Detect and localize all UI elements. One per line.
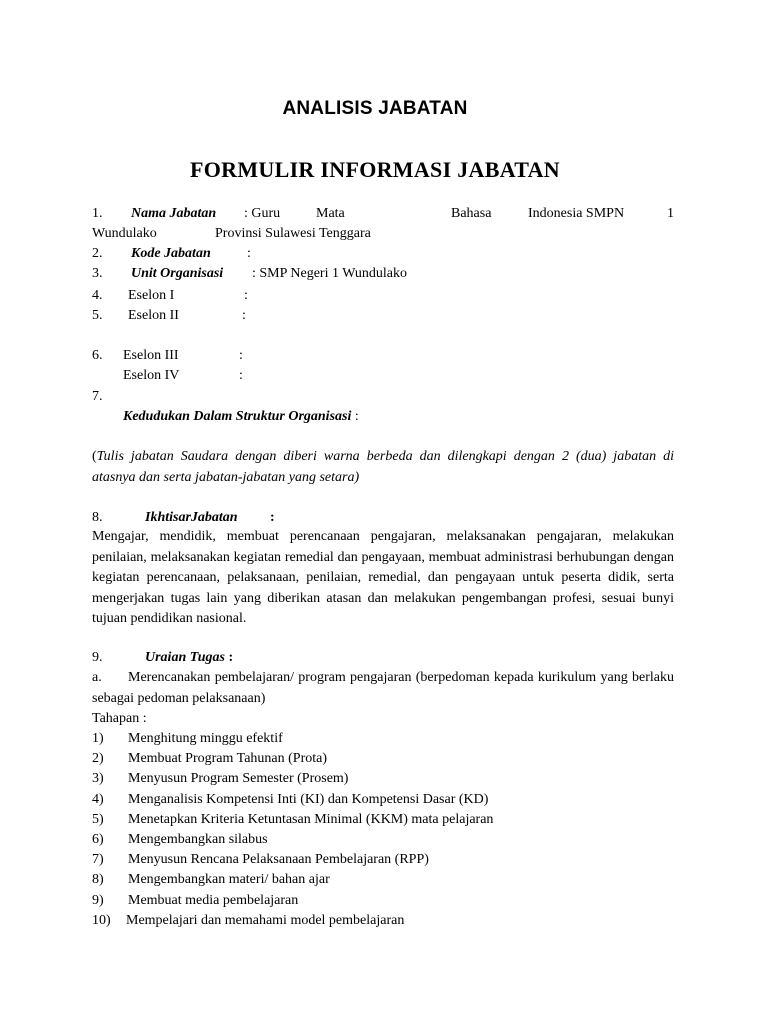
item-number: 7. [92,389,103,404]
item-number: 9. [92,650,103,665]
item-number: 5. [92,308,103,323]
uraian-label-text: Uraian Tugas [145,650,226,665]
step-text: Mengembangkan materi/ bahan ajar [128,872,330,887]
item-number: 2. [92,246,103,261]
step-text: Membuat Program Tahunan (Prota) [128,751,327,766]
tahapan-label: Tahapan : [92,711,147,726]
step-number: 7) [92,852,104,867]
task-a-number: a. [92,670,102,685]
field-value: 1 [667,206,674,221]
step-number: 3) [92,771,104,786]
item-number: 1. [92,206,103,221]
field-label-eselon-3: Eselon III [123,348,179,363]
field-label-kode-jabatan: Kode Jabatan [131,246,211,261]
step-text: Menghitung minggu efektif [128,731,283,746]
field-colon: : [239,368,243,383]
field-value: : SMP Negeri 1 Wundulako [252,266,407,281]
field-colon: : [242,308,246,323]
field-label-ikhtisar-jabatan: IkhtisarJabatan [145,510,238,525]
list-item [92,790,488,810]
step-number: 8) [92,872,104,887]
list-item [92,891,298,911]
step-number: 6) [92,832,104,847]
kedudukan-label-text: Kedudukan Dalam Struktur Organisasi [123,409,352,424]
item-number: 3. [92,266,103,281]
field-colon: : [225,650,234,665]
list-item [92,850,429,870]
step-number: 4) [92,792,104,807]
list-item [92,870,330,890]
step-number: 1) [92,731,104,746]
step-number: 5) [92,812,104,827]
step-number: 10) [92,913,111,928]
step-text: Menetapkan Kriteria Ketuntasan Minimal (KKM) mata pelajaran [128,812,494,827]
field-colon: : [239,348,243,363]
list-item [92,729,283,749]
step-text: Menyusun Program Semester (Prosem) [128,771,349,786]
field-value: Bahasa [451,206,492,221]
page-title: ANALISIS JABATAN [282,98,468,119]
field-label-eselon-1: Eselon I [128,288,175,303]
field-value: Provinsi Sulawesi Tenggara [215,226,371,241]
field-label-kedudukan [123,407,359,427]
ikhtisar-paragraph: Mengajar, mendidik, membuat perencanaan pengajaran, melaksanakan pengajaran, melakukan penilaian, melaksanakan kegiatan remedial dan pengayaan, membuat administrasi berhubungan dengan kegiatan perencanaan, pelaksanaan, penilaian, remedial, dan pengayaan untuk peserta didik, serta mengerjakan tugas lain yang diberikan atasan dan melakukan pengembangan profesi, sesuai bunyi tujuan pendidikan nasional. [92,529,674,626]
list-item [92,749,327,769]
step-text: Menyusun Rencana Pelaksanaan Pembelajaran (RPP) [128,852,429,867]
item-number: 4. [92,288,103,303]
field-value: Mata [316,206,345,221]
list-item [92,769,348,789]
task-a-paragraph [92,668,674,709]
list-item [92,830,268,850]
field-label-unit-organisasi: Unit Organisasi [131,266,224,281]
field-value: Wundulako [92,226,157,241]
field-colon: : [244,288,248,303]
step-number: 9) [92,893,104,908]
field-label-nama-jabatan: Nama Jabatan [131,206,217,221]
note-text: Tulis jabatan Saudara dengan diberi warna berbeda dan dilengkapi dengan 2 (dua) jabatan di atasnya dan serta jabatan-jabatan yang setara) [92,449,674,485]
field-value: : Guru [244,206,281,221]
step-text: Membuat media pembelajaran [128,893,299,908]
list-item [92,911,404,931]
item-number: 8. [92,510,103,525]
form-title: FORMULIR INFORMASI JABATAN [190,157,560,182]
field-label-eselon-2: Eselon II [128,308,179,323]
task-a-text: Merencanakan pembelajaran/ program pengajaran (berpedoman kepada kurikulum yang berlaku sebagai pedoman pelaksanaan) [92,670,674,706]
field-value: Indonesia SMPN [528,206,625,221]
field-colon: : [351,409,359,424]
field-label-eselon-4: Eselon IV [123,368,180,383]
note-open-paren: ( [92,449,97,464]
step-text: Menganalisis Kompetensi Inti (KI) dan Kompetensi Dasar (KD) [128,792,489,807]
step-number: 2) [92,751,104,766]
field-colon: : [270,510,275,525]
step-text: Mempelajari dan memahami model pembelajaran [126,913,405,928]
field-colon: : [247,246,251,261]
field-label-uraian-tugas [145,648,233,668]
step-text: Mengembangkan silabus [128,832,268,847]
instruction-note [92,446,674,488]
list-item [92,810,493,830]
item-number: 6. [92,348,103,363]
